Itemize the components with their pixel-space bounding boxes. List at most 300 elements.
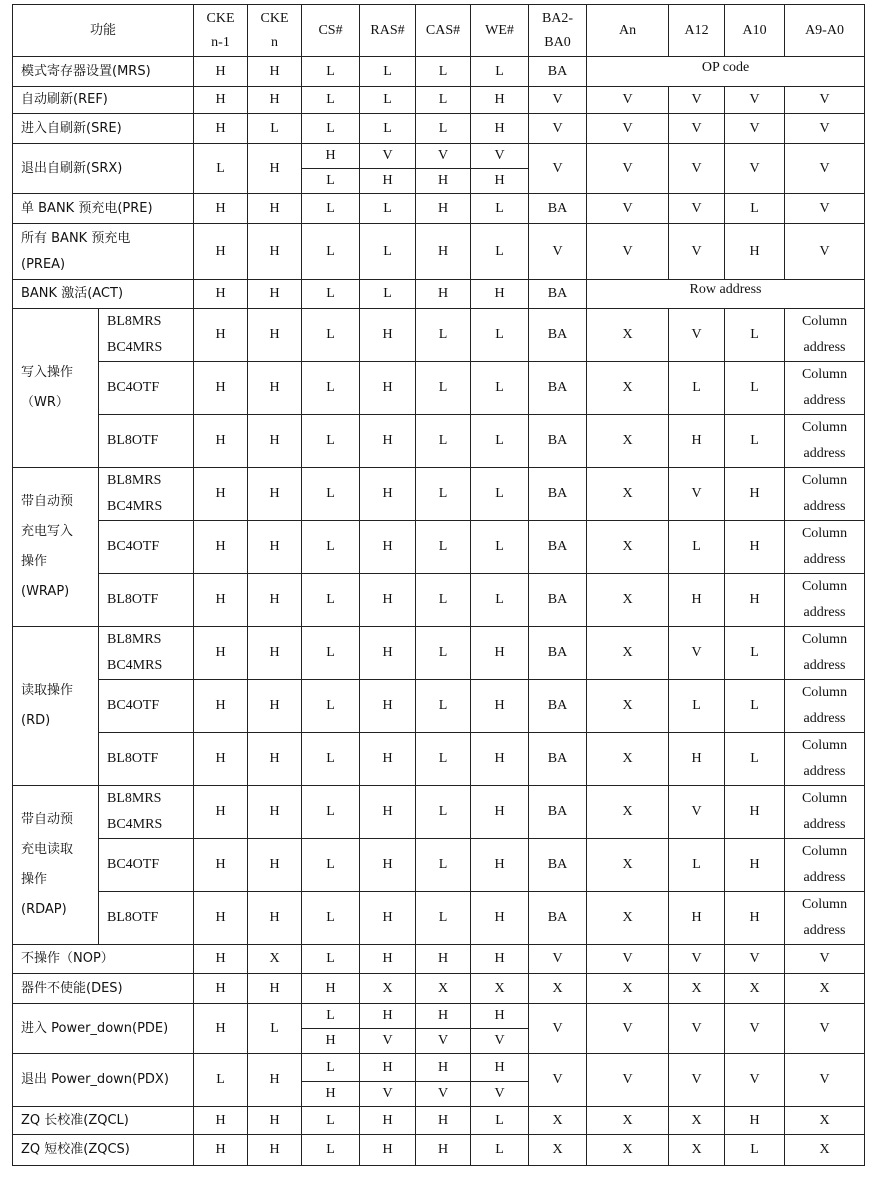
a9-a0 [785, 733, 865, 786]
row-mrs [13, 57, 865, 87]
a12: V [669, 945, 725, 974]
cke-n: H [248, 680, 302, 733]
an: X [587, 309, 669, 362]
burst-mode [99, 892, 194, 945]
a12: V [669, 87, 725, 114]
ba: X [529, 1107, 587, 1135]
cke-n: H [248, 1135, 302, 1166]
function-label: ZQ 短校准(ZQCS) [13, 1135, 194, 1166]
cell-text: n [271, 34, 279, 50]
cell-text: CKE [206, 10, 235, 26]
we: H [471, 280, 529, 309]
ba: V [529, 1054, 587, 1107]
cke-n: H [248, 280, 302, 309]
cell-text: Column [801, 526, 848, 541]
cke-n: L [248, 1004, 302, 1054]
ddr3-command-truth-table [12, 4, 865, 1166]
ras: V [360, 1029, 416, 1054]
cke-n-1: L [194, 144, 248, 194]
we: H [471, 892, 529, 945]
ras: H [360, 733, 416, 786]
header-an: An [587, 5, 669, 57]
cell-text: address [803, 923, 846, 938]
row-rd [13, 680, 865, 733]
cas: H [416, 224, 471, 280]
cke-n-1: H [194, 680, 248, 733]
ba: BA [529, 786, 587, 839]
a10: L [725, 362, 785, 415]
function-label [13, 224, 194, 280]
cke-n: X [248, 945, 302, 974]
an: X [587, 839, 669, 892]
row-zqcs [13, 1135, 865, 1166]
cell-text: 充电读取 [21, 842, 74, 857]
cell-text: BC4OTF [107, 380, 160, 395]
burst-mode [99, 733, 194, 786]
an: V [587, 87, 669, 114]
cke-n-1: L [194, 1054, 248, 1107]
a10: V [725, 114, 785, 144]
cs: L [302, 733, 360, 786]
cell-text: 读取操作 [21, 683, 74, 698]
cke-n-1: H [194, 1107, 248, 1135]
header-cas: CAS# [416, 5, 471, 57]
ba: BA [529, 468, 587, 521]
ba: BA [529, 892, 587, 945]
ras: H [360, 309, 416, 362]
ba: X [529, 974, 587, 1004]
cell-text: Column [801, 314, 848, 329]
a10: L [725, 415, 785, 468]
an: X [587, 974, 669, 1004]
cke-n: H [248, 362, 302, 415]
cell-text: BC4MRS [107, 340, 163, 355]
an: X [587, 627, 669, 680]
cell-text: BL8OTF [107, 592, 159, 607]
row-wr [13, 362, 865, 415]
cell-text: 所有 BANK 预充电 [21, 230, 131, 246]
we: L [471, 309, 529, 362]
cke-n: H [248, 1054, 302, 1107]
cell-text: BL8OTF [107, 433, 159, 448]
cell-text: BA2- [541, 10, 574, 26]
header-cs: CS# [302, 5, 360, 57]
cke-n: H [248, 892, 302, 945]
function-label: 进入自刷新(SRE) [13, 114, 194, 144]
cs: L [302, 574, 360, 627]
row-zqcl [13, 1107, 865, 1135]
cas: H [416, 1107, 471, 1135]
ras: H [360, 627, 416, 680]
cell-text: address [803, 870, 846, 885]
cas: H [416, 1054, 471, 1082]
ras: H [360, 786, 416, 839]
cell-text: address [803, 658, 846, 673]
an: X [587, 468, 669, 521]
a12: H [669, 733, 725, 786]
a12: V [669, 144, 725, 194]
cke-n: H [248, 309, 302, 362]
a9-a0 [785, 680, 865, 733]
cell-text: BL8MRS [107, 791, 162, 806]
row-srx [13, 144, 865, 169]
cke-n: H [248, 144, 302, 194]
cas: L [416, 680, 471, 733]
cke-n-1: H [194, 224, 248, 280]
ba: BA [529, 362, 587, 415]
cell-text: CKE [260, 10, 289, 26]
cke-n-1: H [194, 362, 248, 415]
cke-n-1: H [194, 945, 248, 974]
cs: H [302, 1082, 360, 1107]
ba: BA [529, 521, 587, 574]
row-rd [13, 733, 865, 786]
burst-mode [99, 839, 194, 892]
an: X [587, 415, 669, 468]
an: V [587, 1054, 669, 1107]
cke-n: H [248, 733, 302, 786]
function-label: 退出自刷新(SRX) [13, 144, 194, 194]
a10: V [725, 1004, 785, 1054]
ras: X [360, 974, 416, 1004]
cs: L [302, 945, 360, 974]
ba: BA [529, 574, 587, 627]
header-a10: A10 [725, 5, 785, 57]
ba: BA [529, 680, 587, 733]
ba: V [529, 945, 587, 974]
cas: L [416, 114, 471, 144]
burst-mode [99, 309, 194, 362]
we: L [471, 1107, 529, 1135]
cs: L [302, 468, 360, 521]
cs: L [302, 521, 360, 574]
cas: H [416, 945, 471, 974]
cs: L [302, 57, 360, 87]
cas: L [416, 415, 471, 468]
a9-a0: V [785, 224, 865, 280]
a10: H [725, 839, 785, 892]
cke-n-1: H [194, 892, 248, 945]
burst-mode [99, 574, 194, 627]
we: L [471, 574, 529, 627]
a9-a0 [785, 786, 865, 839]
a12: X [669, 1107, 725, 1135]
cell-text: (WRAP) [21, 584, 70, 599]
a9-a0 [785, 521, 865, 574]
a12: H [669, 892, 725, 945]
cell-text: Column [801, 473, 848, 488]
a10: L [725, 627, 785, 680]
cke-n-1: H [194, 194, 248, 224]
cs: L [302, 280, 360, 309]
row-ref [13, 87, 865, 114]
cas: V [416, 144, 471, 169]
we: H [471, 1054, 529, 1082]
we: H [471, 114, 529, 144]
a12: V [669, 1004, 725, 1054]
a12: L [669, 839, 725, 892]
cs: L [302, 224, 360, 280]
cell-text: address [803, 393, 846, 408]
a9-a0 [785, 574, 865, 627]
cke-n: H [248, 224, 302, 280]
row-wrap [13, 468, 865, 521]
cas: L [416, 786, 471, 839]
header-we: WE# [471, 5, 529, 57]
cs: L [302, 415, 360, 468]
an: X [587, 680, 669, 733]
cas: L [416, 521, 471, 574]
cke-n-1: H [194, 839, 248, 892]
burst-mode [99, 521, 194, 574]
an: V [587, 1004, 669, 1054]
cell-text: 充电写入 [21, 524, 74, 539]
cke-n-1: H [194, 309, 248, 362]
a9-a0 [785, 309, 865, 362]
we: H [471, 1004, 529, 1029]
a9-a0 [785, 362, 865, 415]
we: X [471, 974, 529, 1004]
a9-a0: V [785, 144, 865, 194]
ba: BA [529, 280, 587, 309]
cke-n: H [248, 574, 302, 627]
burst-mode [99, 468, 194, 521]
ras: H [360, 839, 416, 892]
ba: V [529, 144, 587, 194]
we: H [471, 786, 529, 839]
cas: L [416, 57, 471, 87]
row-wrap [13, 521, 865, 574]
cs: L [302, 786, 360, 839]
a10: V [725, 144, 785, 194]
cell-text: BC4MRS [107, 658, 163, 673]
cell-text: 带自动预 [21, 494, 74, 509]
a10: V [725, 87, 785, 114]
function-label: 不操作（NOP） [13, 945, 194, 974]
a12: H [669, 415, 725, 468]
cke-n: L [248, 114, 302, 144]
cke-n: H [248, 194, 302, 224]
a9-a0 [785, 892, 865, 945]
a9-a0: X [785, 974, 865, 1004]
a10: H [725, 468, 785, 521]
cell-text: BL8MRS [107, 314, 162, 329]
we: V [471, 144, 529, 169]
cs: H [302, 974, 360, 1004]
header-cke-n-1 [194, 5, 248, 57]
row-wr [13, 415, 865, 468]
cs: L [302, 892, 360, 945]
a9-a0 [785, 468, 865, 521]
ba: X [529, 1135, 587, 1166]
function-label: BANK 激活(ACT) [13, 280, 194, 309]
header-ras: RAS# [360, 5, 416, 57]
cell-text: Column [801, 685, 848, 700]
an: X [587, 1107, 669, 1135]
ba: BA [529, 57, 587, 87]
ba: V [529, 114, 587, 144]
cke-n-1: H [194, 280, 248, 309]
an: X [587, 892, 669, 945]
we: L [471, 194, 529, 224]
cas: H [416, 169, 471, 194]
a10: H [725, 892, 785, 945]
we: H [471, 680, 529, 733]
cs: H [302, 144, 360, 169]
a10: L [725, 194, 785, 224]
a10: H [725, 786, 785, 839]
cell-text: address [803, 499, 846, 514]
cell-text: BL8OTF [107, 910, 159, 925]
burst-mode [99, 362, 194, 415]
cell-text: (RD) [21, 713, 51, 728]
we: H [471, 945, 529, 974]
a10: V [725, 1054, 785, 1107]
cs: L [302, 1054, 360, 1082]
we: H [471, 169, 529, 194]
function-label: 自动刷新(REF) [13, 87, 194, 114]
cell-text: Column [801, 367, 848, 382]
cell-text: Column [801, 632, 848, 647]
function-label: 模式寄存器设置(MRS) [13, 57, 194, 87]
a10: H [725, 521, 785, 574]
function-label: 退出 Power_down(PDX) [13, 1054, 194, 1107]
an: X [587, 574, 669, 627]
a9-a0: V [785, 114, 865, 144]
cke-n: H [248, 974, 302, 1004]
cs: L [302, 680, 360, 733]
cell-text: 写入操作 [21, 365, 74, 380]
group-label [13, 309, 99, 468]
burst-mode [99, 627, 194, 680]
op-code: OP code [587, 57, 865, 87]
cell-text: BL8MRS [107, 632, 162, 647]
cas: L [416, 87, 471, 114]
cas: H [416, 194, 471, 224]
row-nop [13, 945, 865, 974]
a10: X [725, 974, 785, 1004]
cke-n-1: H [194, 521, 248, 574]
cell-text: BL8OTF [107, 751, 159, 766]
header-ba [529, 5, 587, 57]
ba: BA [529, 733, 587, 786]
cas: L [416, 468, 471, 521]
a12: V [669, 786, 725, 839]
function-label: 器件不使能(DES) [13, 974, 194, 1004]
a12: V [669, 1054, 725, 1107]
a10: L [725, 680, 785, 733]
row-sre [13, 114, 865, 144]
row-address: Row address [587, 280, 865, 309]
we: L [471, 57, 529, 87]
row-rdap [13, 786, 865, 839]
cell-text: address [803, 711, 846, 726]
ba: V [529, 1004, 587, 1054]
group-label [13, 468, 99, 627]
row-act [13, 280, 865, 309]
cke-n: H [248, 786, 302, 839]
cell-text: BL8MRS [107, 473, 162, 488]
cell-text: address [803, 817, 846, 832]
cke-n-1: H [194, 627, 248, 680]
cke-n: H [248, 627, 302, 680]
cas: L [416, 733, 471, 786]
an: X [587, 786, 669, 839]
cas: L [416, 309, 471, 362]
cas: H [416, 1135, 471, 1166]
we: L [471, 468, 529, 521]
cas: L [416, 362, 471, 415]
ras: H [360, 945, 416, 974]
we: L [471, 521, 529, 574]
ras: H [360, 1004, 416, 1029]
cke-n: H [248, 468, 302, 521]
a12: L [669, 521, 725, 574]
header-row [13, 5, 865, 57]
burst-mode [99, 415, 194, 468]
cke-n-1: H [194, 786, 248, 839]
ras: V [360, 144, 416, 169]
cas: L [416, 892, 471, 945]
cell-text: Column [801, 420, 848, 435]
cell-text: BA0 [544, 34, 571, 50]
we: H [471, 733, 529, 786]
ras: L [360, 114, 416, 144]
an: V [587, 224, 669, 280]
ras: H [360, 574, 416, 627]
a10: L [725, 733, 785, 786]
cell-text: Column [801, 579, 848, 594]
ras: H [360, 415, 416, 468]
ba: BA [529, 415, 587, 468]
cke-n-1: H [194, 114, 248, 144]
an: V [587, 144, 669, 194]
cell-text: (PREA) [21, 256, 66, 272]
row-pde [13, 1004, 865, 1029]
cke-n: H [248, 839, 302, 892]
cell-text: Column [801, 738, 848, 753]
row-des [13, 974, 865, 1004]
cs: L [302, 1004, 360, 1029]
cas: V [416, 1082, 471, 1107]
ras: H [360, 1054, 416, 1082]
a10: H [725, 224, 785, 280]
ba: BA [529, 839, 587, 892]
ba: BA [529, 309, 587, 362]
a12: V [669, 627, 725, 680]
a9-a0 [785, 839, 865, 892]
row-rdap [13, 839, 865, 892]
a9-a0: X [785, 1107, 865, 1135]
ba: V [529, 224, 587, 280]
ras: H [360, 1135, 416, 1166]
cs: L [302, 87, 360, 114]
header-a12: A12 [669, 5, 725, 57]
a12: V [669, 194, 725, 224]
cke-n-1: H [194, 87, 248, 114]
ba: V [529, 87, 587, 114]
a10: L [725, 309, 785, 362]
a12: X [669, 974, 725, 1004]
ba: BA [529, 627, 587, 680]
an: V [587, 114, 669, 144]
cke-n-1: H [194, 57, 248, 87]
cell-text: address [803, 605, 846, 620]
cas: L [416, 627, 471, 680]
cs: L [302, 309, 360, 362]
cke-n-1: H [194, 415, 248, 468]
we: L [471, 224, 529, 280]
